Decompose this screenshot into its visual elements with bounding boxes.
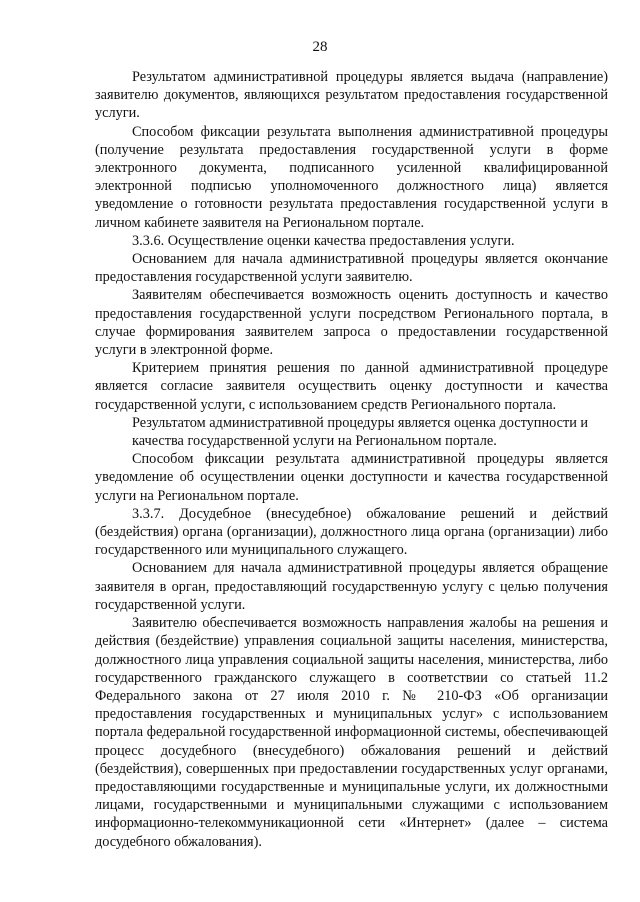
paragraph-complaint-possibility: Заявителю обеспечивается возможность направления жалобы на решения и действия (бездействие) управления социальной защиты населения, министерства, должностного лица управления социальной защиты населения, министерства, либо государственного гражданского служащего в соответствии со статьей 11.2 Федерального закона от 27 июля 2010 г. № 210-ФЗ «Об организации предоставления государственных и муниципальных услуг» с использованием портала федеральной государственной информационной системы, обеспечивающей процесс досудебного (внесудебного) обжалования решений и действий (бездействия), совершенных при предоставлении государственных услуг органами, предоставляющими государственные и муниципальные услуги, их должностными лицами, государственными и муниципальными служащими с использованием информационно-телекоммуникационной сети «Интернет» (далее – система досудебного обжалования). (95, 615, 608, 850)
paragraph-fixation-method: Способом фиксации результата выполнения административной процедуры (получение результата предоставления государственной услуги в форме электронного документа, подписанного усиленной квалифицированной электронной подписью уполномоченного должностного лица) является уведомление о готовности результата предоставления государственной услуги в личном кабинете заявителя на Региональном портале. (95, 123, 608, 231)
document-body (95, 68, 608, 851)
paragraph-decision-criterion: Критерием принятия решения по данной административной процедуре является согласие заявителя осуществить оценку доступности и качества государственной услуги, с использованием средств Регионального портала. (95, 360, 608, 413)
paragraph-quality-assessment: Заявителям обеспечивается возможность оценить доступность и качество предоставления государственной услуги посредством Регионального портала, в случае формирования заявителем запроса о предоставлении государственной услуги в электронной форме. (95, 287, 608, 359)
section-heading-3-3-7: 3.3.7. Досудебное (внесудебное) обжалование решений и действий (бездействия) органа (организации), должностного лица органа (организации) либо государственного или муниципального служащего. (95, 505, 608, 559)
paragraph-basis-start: Основанием для начала административной процедуры является окончание предоставления государственной услуги заявителю. (95, 251, 608, 286)
paragraph-appeal-basis: Основанием для начала административной процедуры является обращение заявителя в орган, предоставляющий государственную услугу с целью получения государственной услуги. (95, 560, 608, 613)
page-number: 28 (312, 39, 328, 55)
paragraph-result-issuance: Результатом административной процедуры является выдача (направление) заявителю документов, являющихся результатом предоставления государственной услуги. (95, 69, 608, 122)
paragraph-procedure-result: Результатом административной процедуры является оценка доступности и качества государственной услуги на Региональном портале. (132, 414, 589, 450)
paragraph-result-fixation: Способом фиксации результата административной процедуры является уведомление об осуществлении оценки доступности и качества государственной услуги на Региональном портале. (95, 451, 608, 504)
section-heading-3-3-6: 3.3.6. Осуществление оценки качества предоставления услуги. (132, 232, 515, 249)
